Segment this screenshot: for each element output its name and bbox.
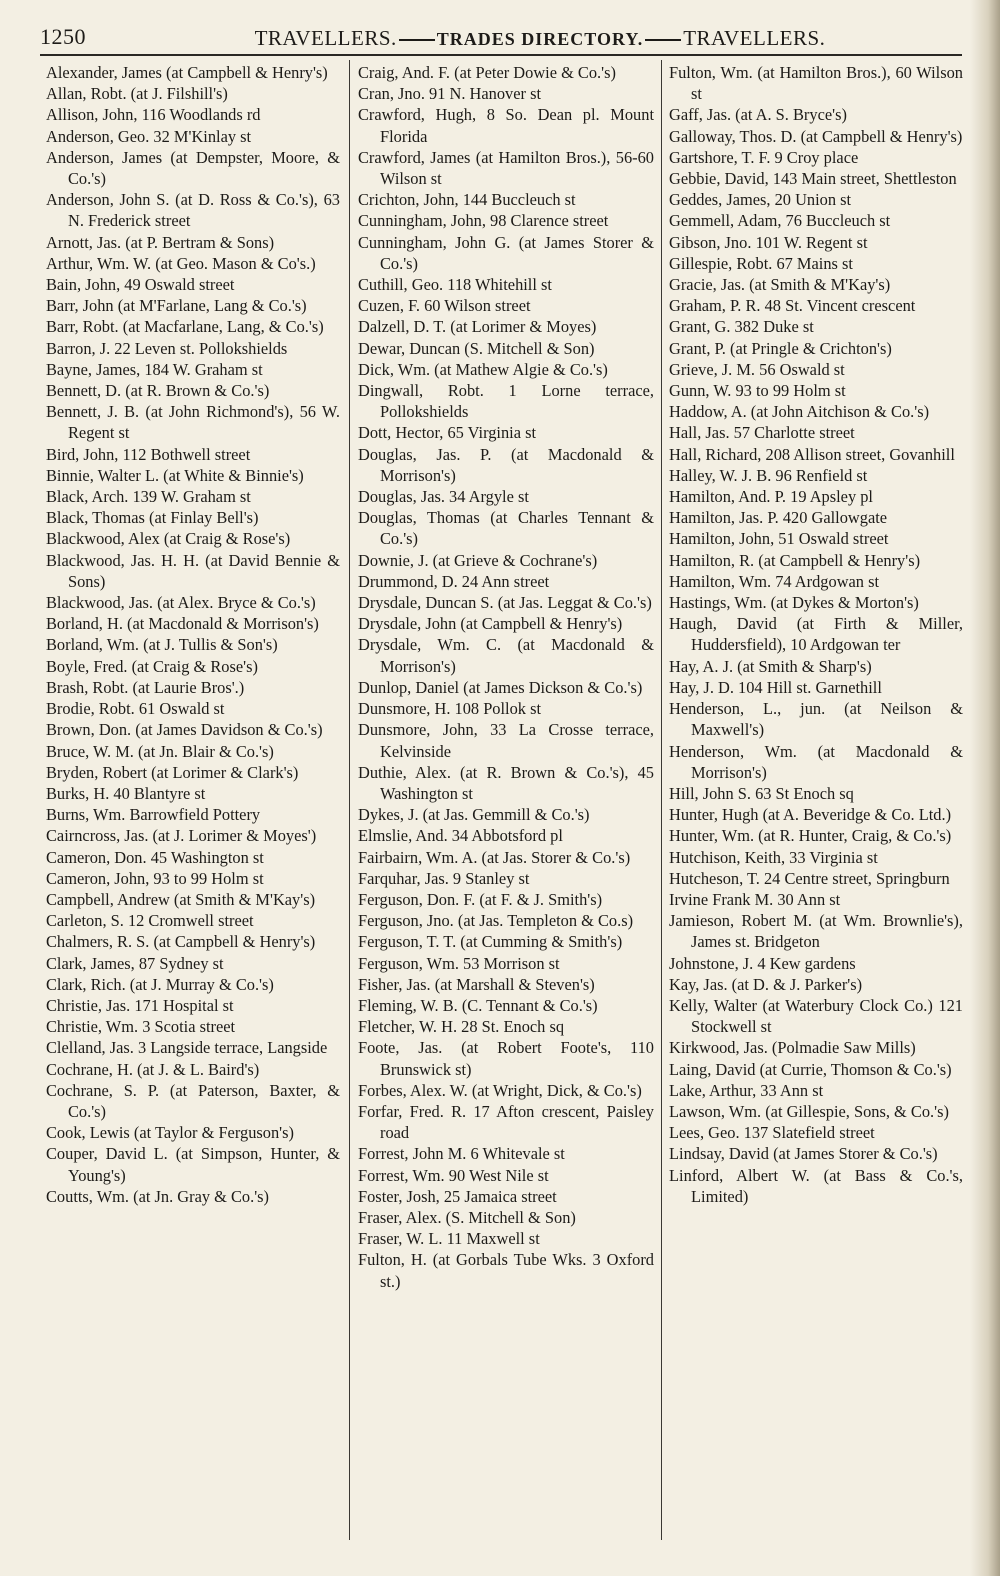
directory-entry: Cunningham, John G. (at James Storer & Co.'s) [358,232,654,273]
directory-entry: Dewar, Duncan (S. Mitchell & Son) [358,338,595,358]
directory-entry: Lake, Arthur, 33 Ann st [669,1080,824,1100]
directory-entry: Ferguson, Wm. 53 Morrison st [358,953,560,973]
directory-entry: Hamilton, Wm. 74 Ardgowan st [669,571,880,591]
directory-entry: Fulton, H. (at Gorbals Tube Wks. 3 Oxford st.) [358,1250,654,1291]
directory-entry: Blackwood, Alex (at Craig & Rose's) [46,529,291,549]
directory-entry: Kirkwood, Jas. (Polmadie Saw Mills) [669,1038,916,1058]
directory-entry: Fairbairn, Wm. A. (at Jas. Storer & Co.'s) [358,847,631,867]
directory-entry: Borland, Wm. (at J. Tullis & Son's) [46,635,278,655]
directory-entry: Crawford, James (at Hamilton Bros.), 56-60 Wilson st [358,147,654,189]
directory-entry: Lindsay, David (at James Storer & Co.'s) [669,1144,938,1164]
directory-entry: Cuthill, Geo. 118 Whitehill st [358,275,552,295]
directory-entry: Gemmell, Adam, 76 Buccleuch st [669,211,891,231]
directory-entry: Clelland, Jas. 3 Langside terrace, Langside [46,1038,328,1058]
directory-entry: Bennett, J. B. (at John Richmond's), 56 W. Regent st [46,402,340,443]
directory-entry: Bird, John, 112 Bothwell street [46,444,251,464]
directory-entry: Duthie, Alex. (at R. Brown & Co.'s), 45 Washington st [358,762,654,803]
directory-entry: Henderson, Wm. (at Macdonald & Morrison's) [669,741,963,782]
directory-entry: Blackwood, Jas. H. H. (at David Bennie & Sons) [46,550,340,591]
directory-entry: Cochrane, H. (at J. & L. Baird's) [46,1059,260,1079]
directory-entry: Crichton, John, 144 Buccleuch st [358,190,576,210]
directory-entry: Dalzell, D. T. (at Lorimer & Moyes) [358,317,597,337]
directory-entry: Arnott, Jas. (at P. Bertram & Sons) [46,232,275,252]
directory-entry: Irvine Frank M. 30 Ann st [669,889,841,909]
directory-entry: Clark, Rich. (at J. Murray & Co.'s) [46,974,274,994]
directory-entry: Gaff, Jas. (at A. S. Bryce's) [669,105,847,125]
page-binding-edge [970,0,1000,1576]
directory-entry: Barr, Robt. (at Macfarlane, Lang, & Co.'s) [46,317,324,337]
directory-entry: Lawson, Wm. (at Gillespie, Sons, & Co.'s) [669,1101,949,1121]
directory-entry: Graham, P. R. 48 St. Vincent crescent [669,296,916,316]
directory-entry: Dunsmore, John, 33 La Crosse terrace, Kelvinside [358,720,654,761]
directory-entry: Gillespie, Robt. 67 Mains st [669,253,853,273]
directory-entry: Hastings, Wm. (at Dykes & Morton's) [669,593,919,613]
directory-entry: Cuzen, F. 60 Wilson street [358,296,531,316]
directory-entry: Burks, H. 40 Blantyre st [46,783,206,803]
directory-entry: Bain, John, 49 Oswald street [46,275,235,295]
directory-entry: Boyle, Fred. (at Craig & Rose's) [46,656,258,676]
directory-entry: Hunter, Wm. (at R. Hunter, Craig, & Co.'s) [669,826,952,846]
directory-entry: Campbell, Andrew (at Smith & M'Kay's) [46,889,316,909]
directory-entry: Hamilton, John, 51 Oswald street [669,529,889,549]
directory-entry: Fraser, Alex. (S. Mitchell & Son) [358,1207,576,1227]
directory-entry: Hall, Richard, 208 Allison street, Govanhill [669,444,955,464]
header-dash-right [645,39,681,41]
directory-entry: Foster, Josh, 25 Jamaica street [358,1186,557,1206]
column-divider-1 [349,60,350,1540]
directory-entry: Halley, W. J. B. 96 Renfield st [669,465,868,485]
directory-entry: Foote, Jas. (at Robert Foote's, 110 Brunswick st) [358,1038,654,1079]
directory-entry: Cran, Jno. 91 N. Hanover st [358,84,542,104]
directory-entry: Couper, David L. (at Simpson, Hunter, & Young's) [46,1144,340,1185]
directory-entry: Borland, H. (at Macdonald & Morrison's) [46,614,319,634]
directory-entry: Lees, Geo. 137 Slatefield street [669,1123,875,1143]
directory-entry: Barr, John (at M'Farlane, Lang & Co.'s) [46,296,307,316]
directory-entry: Dunsmore, H. 108 Pollok st [358,699,542,719]
directory-entry: Coutts, Wm. (at Jn. Gray & Co.'s) [46,1186,270,1206]
directory-entry: Allan, Robt. (at J. Filshill's) [46,84,228,104]
directory-entry: Grant, P. (at Pringle & Crichton's) [669,338,892,358]
directory-entry: Jamieson, Robert M. (at Wm. Brownlie's), James st. Bridgeton [669,911,963,952]
column-2 [358,62,654,1542]
directory-entry: Forrest, John M. 6 Whitevale st [358,1144,565,1164]
header-right-word: TRAVELLERS. [683,26,826,50]
header-dash-left [399,39,435,41]
directory-entry: Gibson, Jno. 101 W. Regent st [669,232,868,252]
directory-entry: Carleton, S. 12 Cromwell street [46,911,254,931]
directory-entry: Haugh, David (at Firth & Miller, Huddersfield), 10 Ardgowan ter [669,614,963,655]
page-header [40,20,970,52]
directory-entry: Johnstone, J. 4 Kew gardens [669,953,856,973]
directory-entry: Craig, And. F. (at Peter Dowie & Co.'s) [358,63,616,82]
column-3 [669,62,963,1542]
directory-entry: Bennett, D. (at R. Brown & Co.'s) [46,381,270,401]
directory-entry: Gartshore, T. F. 9 Croy place [669,147,859,167]
directory-entry: Anderson, James (at Dempster, Moore, & Co.'s) [46,147,340,189]
header-left-word: TRAVELLERS. [254,26,397,50]
running-head [200,26,880,51]
directory-entry: Drysdale, John (at Campbell & Henry's) [358,614,623,634]
directory-entry: Christie, Wm. 3 Scotia street [46,1017,236,1037]
directory-entry: Hunter, Hugh (at A. Beveridge & Co. Ltd.) [669,805,952,825]
directory-entry: Barron, J. 22 Leven st. Pollokshields [46,338,288,358]
directory-entry: Elmslie, And. 34 Abbotsford pl [358,826,563,846]
directory-entry: Clark, James, 87 Sydney st [46,953,224,973]
directory-entry: Kay, Jas. (at D. & J. Parker's) [669,974,863,994]
directory-entry: Anderson, John S. (at D. Ross & Co.'s), 63 N. Frederick street [46,190,340,231]
directory-entry: Chalmers, R. S. (at Campbell & Henry's) [46,932,316,952]
directory-entry: Anderson, Geo. 32 M'Kinlay st [46,126,252,146]
directory-entry: Crawford, Hugh, 8 So. Dean pl. Mount Florida [358,105,654,146]
directory-entry: Kelly, Walter (at Waterbury Clock Co.) 121 Stockwell st [669,995,963,1037]
directory-entry: Hay, J. D. 104 Hill st. Garnethill [669,677,882,697]
directory-entry: Arthur, Wm. W. (at Geo. Mason & Co's.) [46,253,316,273]
directory-entry: Black, Arch. 139 W. Graham st [46,487,251,507]
directory-entry: Hutcheson, T. 24 Centre street, Springburn [669,868,950,888]
directory-entry: Geddes, James, 20 Union st [669,190,852,210]
directory-entry: Dott, Hector, 65 Virginia st [358,423,537,443]
directory-entry: Dykes, J. (at Jas. Gemmill & Co.'s) [358,805,590,825]
directory-entry: Douglas, Jas. P. (at Macdonald & Morrison's) [358,444,654,485]
directory-entry: Ferguson, Don. F. (at F. & J. Smith's) [358,889,603,909]
directory-entry: Grieve, J. M. 56 Oswald st [669,359,845,379]
directory-entry: Drysdale, Duncan S. (at Jas. Leggat & Co.'s) [358,593,652,613]
directory-entry: Cunningham, John, 98 Clarence street [358,211,609,231]
directory-entry: Fletcher, W. H. 28 St. Enoch sq [358,1017,565,1037]
directory-entry: Hamilton, R. (at Campbell & Henry's) [669,550,921,570]
directory-entry: Ferguson, T. T. (at Cumming & Smith's) [358,932,623,952]
directory-entry: Forrest, Wm. 90 West Nile st [358,1165,549,1185]
directory-entry: Drysdale, Wm. C. (at Macdonald & Morrison's) [358,635,654,676]
directory-entry: Cochrane, S. P. (at Paterson, Baxter, & Co.'s) [46,1080,340,1121]
directory-entry: Forbes, Alex. W. (at Wright, Dick, & Co.'s) [358,1080,642,1100]
directory-entry: Fraser, W. L. 11 Maxwell st [358,1229,540,1249]
directory-entry: Dunlop, Daniel (at James Dickson & Co.'s) [358,677,643,697]
directory-entry: Laing, David (at Currie, Thomson & Co.'s) [669,1059,952,1079]
directory-entry: Grant, G. 382 Duke st [669,317,814,337]
directory-entry: Blackwood, Jas. (at Alex. Bryce & Co.'s) [46,593,316,613]
directory-entry: Douglas, Jas. 34 Argyle st [358,487,529,507]
directory-entry: Bryden, Robert (at Lorimer & Clark's) [46,762,299,782]
directory-entry: Douglas, Thomas (at Charles Tennant & Co.'s) [358,508,654,549]
directory-entry: Fisher, Jas. (at Marshall & Steven's) [358,974,595,994]
directory-entry: Haddow, A. (at John Aitchison & Co.'s) [669,402,930,422]
directory-entry: Ferguson, Jno. (at Jas. Templeton & Co.s) [358,911,634,931]
directory-entry: Brown, Don. (at James Davidson & Co.'s) [46,720,323,740]
directory-entry: Christie, Jas. 171 Hospital st [46,995,234,1015]
directory-entry: Cairncross, Jas. (at J. Lorimer & Moyes') [46,826,317,846]
header-rule [40,54,962,56]
directory-entry: Brodie, Robt. 61 Oswald st [46,699,225,719]
directory-entry: Alexander, James (at Campbell & Henry's) [46,63,328,82]
directory-entry: Hutchison, Keith, 33 Virginia st [669,847,878,867]
directory-entry: Cameron, Don. 45 Washington st [46,847,264,867]
directory-entry: Gunn, W. 93 to 99 Holm st [669,381,846,401]
directory-entry: Forfar, Fred. R. 17 Afton crescent, Paisley road [358,1101,654,1143]
column-1 [46,62,340,1542]
directory-entry: Hamilton, And. P. 19 Apsley pl [669,487,873,507]
directory-entry: Linford, Albert W. (at Bass & Co.'s, Limited) [669,1165,963,1206]
directory-entry: Henderson, L., jun. (at Neilson & Maxwell's) [669,699,963,740]
directory-entry: Dick, Wm. (at Mathew Algie & Co.'s) [358,359,608,379]
page-number: 1250 [40,24,86,49]
directory-entry: Fulton, Wm. (at Hamilton Bros.), 60 Wilson st [669,63,963,104]
directory-entry: Hay, A. J. (at Smith & Sharp's) [669,656,872,676]
directory-entry: Hill, John S. 63 St Enoch sq [669,783,854,803]
directory-entry: Gracie, Jas. (at Smith & M'Kay's) [669,275,891,295]
column-divider-2 [661,60,662,1540]
directory-entry: Drummond, D. 24 Ann street [358,571,550,591]
directory-entry: Binnie, Walter L. (at White & Binnie's) [46,465,304,485]
directory-entry: Hamilton, Jas. P. 420 Gallowgate [669,508,888,528]
directory-entry: Downie, J. (at Grieve & Cochrane's) [358,550,598,570]
directory-entry: Hall, Jas. 57 Charlotte street [669,423,855,443]
directory-entry: Cameron, John, 93 to 99 Holm st [46,868,264,888]
directory-entry: Black, Thomas (at Finlay Bell's) [46,508,259,528]
header-title: TRADES DIRECTORY. [436,29,644,49]
directory-entry: Farquhar, Jas. 9 Stanley st [358,868,530,888]
directory-entry: Fleming, W. B. (C. Tennant & Co.'s) [358,995,598,1015]
directory-entry: Galloway, Thos. D. (at Campbell & Henry's) [669,126,963,146]
directory-entry: Dingwall, Robt. 1 Lorne terrace, Pollokshields [358,381,654,422]
directory-entry: Brash, Robt. (at Laurie Bros'.) [46,677,245,697]
directory-entry: Burns, Wm. Barrowfield Pottery [46,805,261,825]
directory-entry: Gebbie, David, 143 Main street, Shettleston [669,169,957,189]
directory-entry: Bayne, James, 184 W. Graham st [46,359,263,379]
directory-entry: Bruce, W. M. (at Jn. Blair & Co.'s) [46,741,274,761]
directory-entry: Cook, Lewis (at Taylor & Ferguson's) [46,1123,294,1143]
directory-entry: Allison, John, 116 Woodlands rd [46,105,261,125]
